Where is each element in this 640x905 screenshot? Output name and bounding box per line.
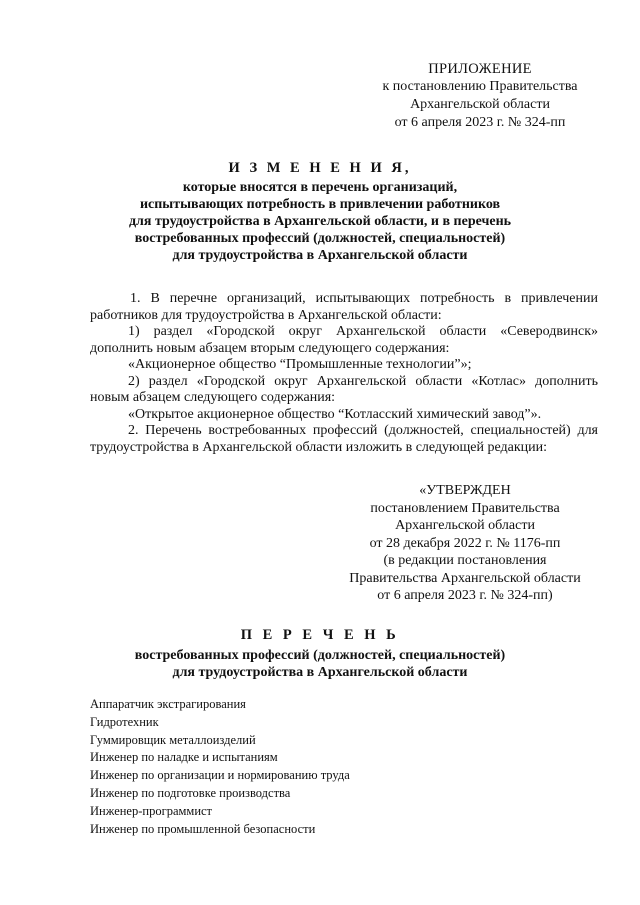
- changes-title-line: для трудоустройства в Архангельской области: [172, 248, 468, 263]
- approved-line: постановлением Правительства: [370, 500, 560, 516]
- professions-list: [90, 696, 570, 838]
- appendix-block: [340, 60, 620, 132]
- list-item: Инженер по наладке и испытаниям: [90, 750, 278, 765]
- appendix-line: от 6 апреля 2023 г. № 324-пп: [394, 115, 566, 130]
- changes-title-line: которые вносятся в перечень организаций,: [182, 180, 458, 195]
- body-paragraph: «Открытое акционерное общество “Котласский химический завод”».: [128, 406, 542, 422]
- changes-title-line: для трудоустройства в Архангельской области, и в перечень: [128, 214, 512, 229]
- list-item: Инженер-программист: [90, 803, 213, 818]
- perechen-heading: П Е Р Е Ч Е Н Ь: [240, 627, 400, 643]
- approved-line: «УТВЕРЖДЕН: [419, 483, 511, 498]
- list-item: Гуммировщик металлоизделий: [90, 732, 256, 747]
- body-paragraph: 2) раздел «Городской округ Архангельской области «Котлас» дополнить новым абзацем следующего содержания:: [90, 373, 598, 405]
- approved-line: от 6 апреля 2023 г. № 324-пп): [377, 588, 553, 603]
- list-item: Гидротехник: [90, 714, 159, 729]
- changes-title-line: востребованных профессий (должностей, специальностей): [134, 231, 506, 246]
- perechen-title-block: [60, 627, 580, 681]
- appendix-heading: ПРИЛОЖЕНИЕ: [428, 61, 532, 77]
- perechen-title-line: для трудоустройства в Архангельской области: [172, 665, 468, 680]
- approved-line: от 28 декабря 2022 г. № 1176-пп: [369, 535, 561, 551]
- perechen-title-line: востребованных профессий (должностей, специальностей): [134, 648, 506, 663]
- changes-heading: И З М Е Н Е Н И Я,: [228, 160, 412, 176]
- list-item: Инженер по подготовке производства: [90, 785, 291, 800]
- body-paragraph: 1. В перечне организаций, испытывающих потребность в привлечении работников для трудоустройства в Архангельской области:: [90, 291, 598, 323]
- approved-line: Правительства Архангельской области: [349, 570, 581, 586]
- body-paragraph: 1) раздел «Городской округ Архангельской области «Северодвинск» дополнить новым абзацем вторым следующего содержания:: [90, 324, 598, 356]
- approved-block: [300, 482, 630, 605]
- list-item: Инженер по организации и нормированию труда: [90, 768, 350, 783]
- document-body: [90, 291, 598, 456]
- approved-line: Архангельской области: [395, 518, 535, 533]
- appendix-line: к постановлению Правительства: [382, 79, 578, 94]
- body-paragraph: 2. Перечень востребованных профессий (должностей, специальностей) для трудоустройства в Архангельской области изложить в следующей редакции:: [90, 423, 598, 455]
- approved-line: (в редакции постановления: [383, 553, 547, 568]
- list-item: Аппаратчик экстрагирования: [90, 697, 246, 711]
- changes-title-block: [60, 160, 580, 264]
- list-item: Инженер по промышленной безопасности: [90, 821, 316, 836]
- changes-title-line: испытывающих потребность в привлечении работников: [139, 197, 501, 212]
- appendix-line: Архангельской области: [410, 97, 550, 112]
- body-paragraph: «Акционерное общество “Промышленные технологии”»;: [128, 357, 472, 372]
